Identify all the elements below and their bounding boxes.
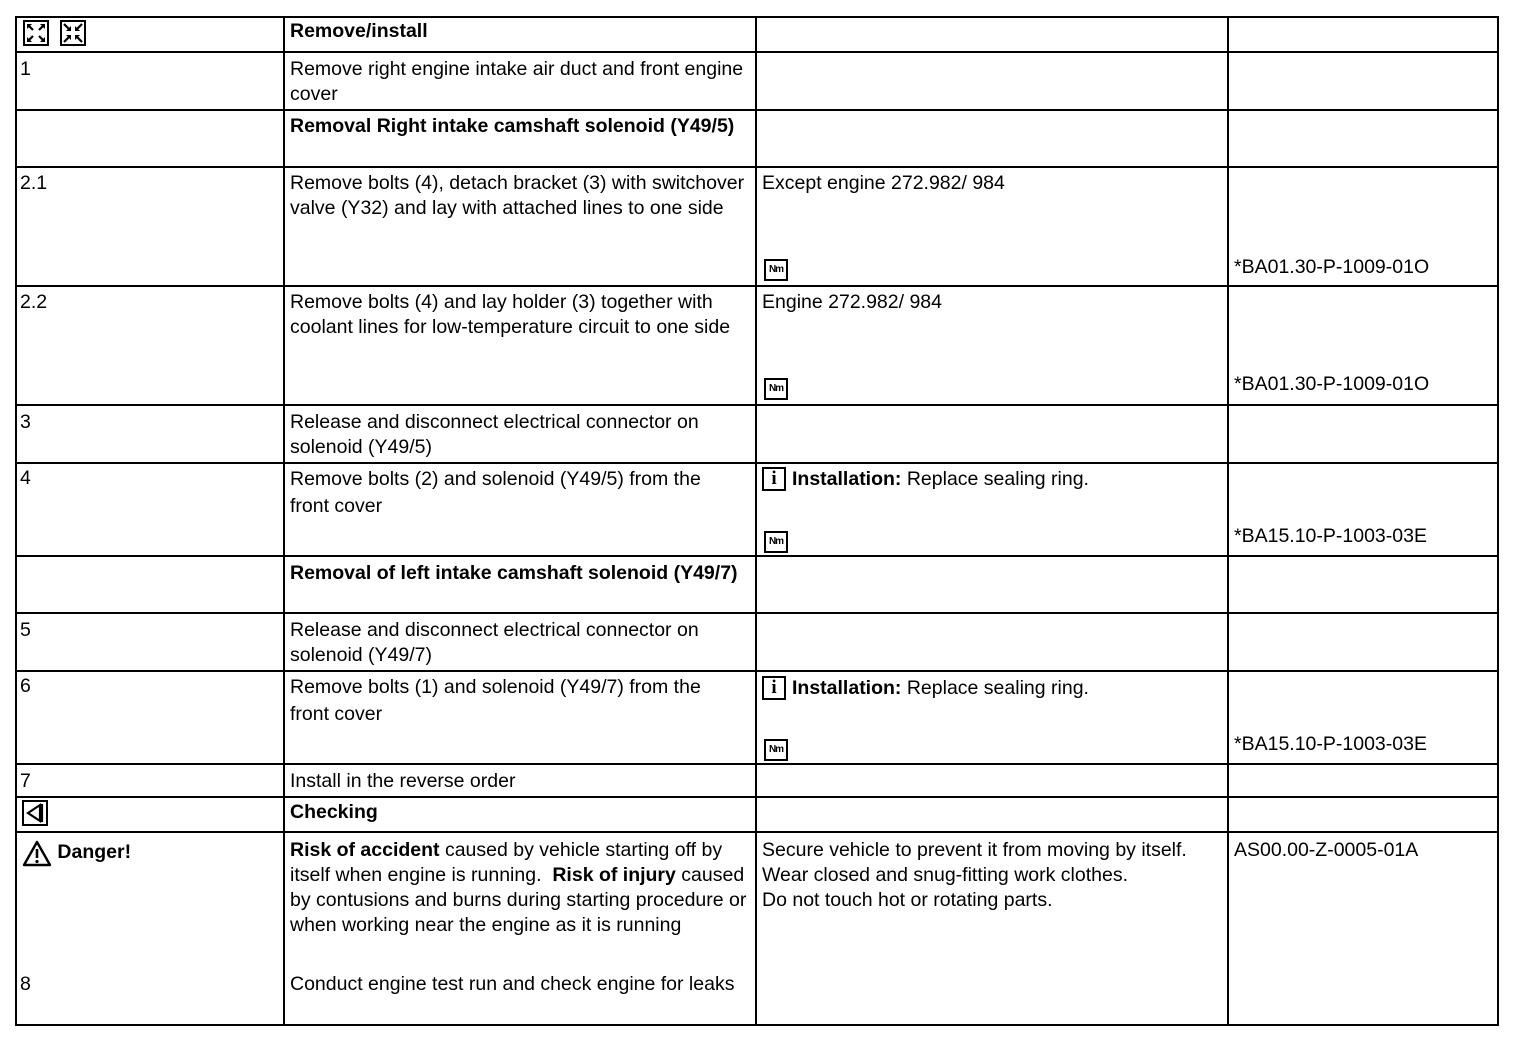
info-icon: i	[762, 467, 786, 491]
reference-link[interactable]: AS00.00-Z-0005-01A	[1234, 839, 1419, 861]
step-text: Remove right engine intake air duct and front engine cover	[290, 58, 744, 105]
reference-link[interactable]: *BA15.10-P-1003-03E	[1234, 525, 1427, 547]
step-number: 1	[20, 58, 31, 80]
section-title-checking: Checking	[290, 801, 378, 823]
step-note: Engine 272.982/ 984	[762, 291, 942, 313]
danger-precautions	[762, 838, 1222, 913]
reference-link[interactable]: *BA01.30-P-1009-01O	[1234, 373, 1430, 395]
step-text: Remove bolts (4) and lay holder (3) together with coolant lines for low-temperature circuit to one side	[290, 291, 731, 338]
step-number: 5	[20, 619, 31, 641]
info-icon: i	[762, 676, 786, 700]
step-number: 4	[20, 467, 31, 489]
danger-label: Danger!	[22, 840, 131, 867]
step-text: Remove bolts (2) and solenoid (Y49/5) from the front cover	[290, 468, 701, 517]
torque-nm-icon[interactable]: Nm	[764, 254, 788, 281]
step-number: 2.2	[20, 291, 48, 313]
step-text: Conduct engine test run and check engine for leaks	[290, 973, 735, 995]
collapse-arrows-icon	[60, 20, 86, 46]
step-number: 7	[20, 770, 31, 792]
step-number: 6	[20, 675, 31, 697]
precaution-line: Do not touch hot or rotating parts.	[762, 889, 1053, 911]
installation-note: i Installation: Replace sealing ring.	[762, 467, 1089, 492]
step-text: Remove bolts (4), detach bracket (3) with switchover valve (Y32) and lay with attached lines to one side	[290, 172, 745, 219]
step-number: 2.1	[20, 172, 48, 194]
precaution-line: Secure vehicle to prevent it from moving by itself.	[762, 839, 1187, 861]
subsection-title-right-solenoid: Removal Right intake camshaft solenoid (Y49/5)	[290, 115, 735, 137]
installation-note: i Installation: Replace sealing ring.	[762, 676, 1089, 701]
subsection-title-left-solenoid: Removal of left intake camshaft solenoid (Y49/7)	[290, 562, 738, 584]
torque-nm-icon[interactable]: Nm	[764, 526, 788, 553]
reference-link[interactable]: *BA15.10-P-1003-03E	[1234, 733, 1427, 755]
header-icons	[23, 20, 86, 53]
precaution-line: Wear closed and snug-fitting work clothes.	[762, 864, 1128, 886]
step-number: 8	[20, 973, 31, 995]
flag-icon	[22, 800, 48, 826]
section-title-remove-install: Remove/install	[290, 20, 428, 42]
step-note: Except engine 272.982/ 984	[762, 172, 1005, 194]
torque-nm-icon[interactable]: Nm	[764, 734, 788, 761]
step-number: 3	[20, 411, 31, 433]
reference-link[interactable]: *BA01.30-P-1009-01O	[1234, 256, 1430, 278]
step-text: Release and disconnect electrical connector on solenoid (Y49/5)	[290, 411, 699, 458]
checking-icon	[22, 800, 48, 833]
danger-text: Risk of accident caused by vehicle starting off by itself when engine is running. Risk of injury caused by contusions and burns during starting procedure or when working near the engine as it is running	[290, 839, 747, 936]
warning-triangle-icon	[22, 840, 52, 867]
torque-nm-icon[interactable]: Nm	[764, 373, 788, 400]
expand-arrows-icon	[23, 20, 49, 46]
step-text: Remove bolts (1) and solenoid (Y49/7) from the front cover	[290, 676, 701, 725]
step-text: Release and disconnect electrical connector on solenoid (Y49/7)	[290, 619, 699, 666]
step-text: Install in the reverse order	[290, 770, 516, 792]
